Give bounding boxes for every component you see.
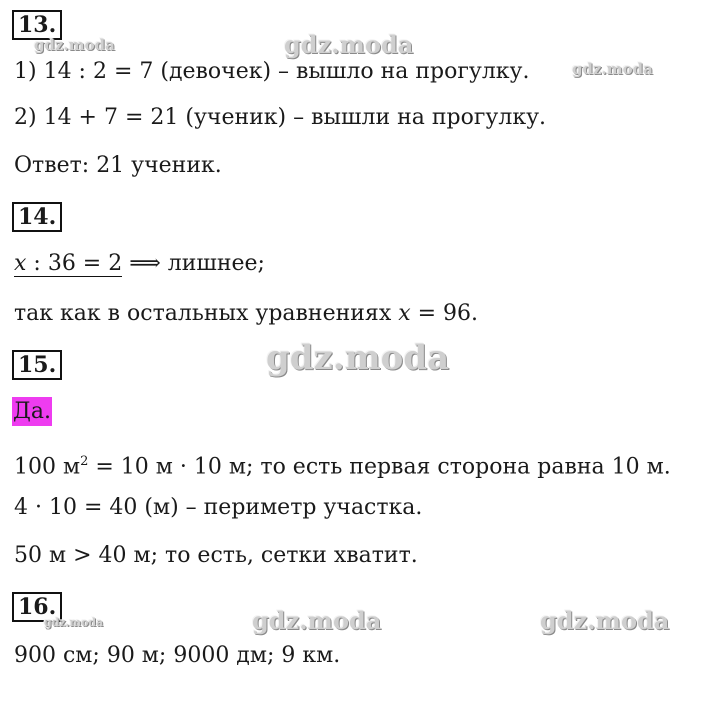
- task-15-yes: Да.: [13, 399, 51, 424]
- task-14-equation-underlined: x : 36 = 2: [14, 251, 123, 276]
- task-13-line-1: 1) 14 : 2 = 7 (девочек) – вышло на прогулку.: [14, 59, 530, 84]
- watermark: gdz.moda: [266, 338, 450, 378]
- task-15-line-1: 100 $м^2 = 10$ м · 10 м; то есть первая сторона равна 10 м.: [14, 454, 671, 480]
- task-13-answer: Ответ: 21 ученик.: [14, 153, 222, 178]
- watermark: gdz.moda: [34, 36, 115, 54]
- task-15-number: 15.: [12, 350, 62, 380]
- task-14-equation: x : 36 = 2 ⟹ лишнее;: [14, 251, 265, 276]
- watermark: gdz.moda: [572, 60, 653, 78]
- task-14-number: 14.: [12, 202, 62, 232]
- task-14-explanation: так как в остальных уравнениях x = 96.: [14, 301, 479, 326]
- task-16-line-1: 900 см; 90 м; 9000 дм; 9 км.: [14, 643, 341, 668]
- task-15-line-2: 4 · 10 = 40 (м) – периметр участка.: [14, 495, 423, 520]
- watermark: gdz.moda: [44, 616, 104, 629]
- task-16-number: 16.: [12, 592, 62, 622]
- task-13-number: 13.: [12, 10, 62, 40]
- watermark: gdz.moda: [252, 606, 382, 635]
- watermark: gdz.moda: [284, 30, 414, 59]
- task-15-line-3: 50 м > 40 м; то есть, сетки хватит.: [14, 543, 418, 568]
- task-13-line-2: 2) 14 + 7 = 21 (ученик) – вышли на прогулку.: [14, 105, 547, 130]
- watermark: gdz.moda: [540, 606, 670, 635]
